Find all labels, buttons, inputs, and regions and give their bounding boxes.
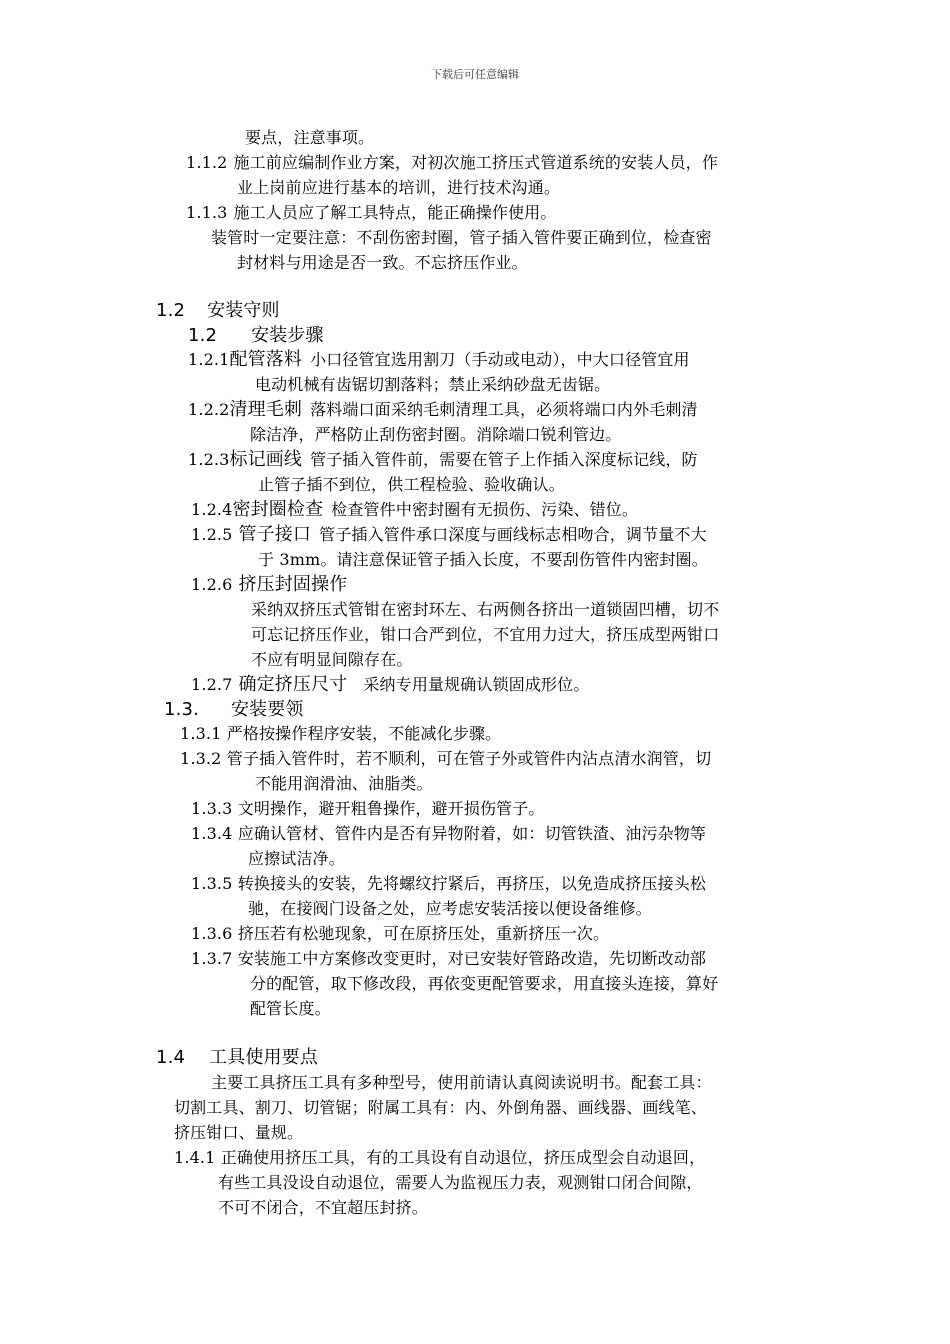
list-item-1-1-2 (186, 153, 718, 173)
item-text: 应确认管材、管件内是否有异物附着，如：切管铁渣、油污杂物等 (237, 824, 707, 843)
list-item-1-3-2 (180, 749, 711, 769)
subsection-heading-1-2 (188, 325, 324, 347)
item-text: 文明操作，避开粗鲁操作，避开损伤管子。 (237, 799, 545, 818)
paragraph-line: 应擦试洁净。 (248, 849, 345, 868)
item-text: 采纳专用量规确认锁固成形位。 (363, 675, 590, 694)
list-item-1-2-4 (191, 500, 638, 520)
paragraph-line: 不应有明显间隙存在。 (251, 650, 413, 669)
item-keyword: 密封圈检查 (232, 499, 324, 520)
item-text: 落料端口面采纳毛刺清理工具，必须将端口内外毛刺清 (310, 400, 698, 419)
paragraph-line: 驰，在接阀门设备之处，应考虑安装活接以便设备维修。 (248, 899, 652, 918)
item-text: 管子插入管件时，若不顺利，可在管子外或管件内沾点清水润管，切 (226, 749, 712, 768)
list-item-1-2-1 (188, 350, 690, 370)
section-title: 安装守则 (207, 300, 280, 321)
paragraph-line: 可忘记挤压作业，钳口合严到位，不宜用力过大，挤压成型两钳口 (251, 625, 720, 644)
list-item-1-4-1 (174, 1148, 705, 1168)
list-item-1-2-2 (188, 400, 698, 420)
paragraph-line: 业上岗前应进行基本的培训，进行技术沟通。 (237, 178, 561, 197)
section-number: 1.2 (188, 325, 218, 346)
page-header: 下载后可任意编辑 (431, 68, 519, 81)
section-number: 1.3. (164, 699, 199, 720)
paragraph-line: 装管时一定要注意：不刮伤密封圈，管子插入管件要正确到位，检查密 (211, 228, 712, 247)
list-item-1-2-7 (191, 675, 589, 695)
item-number: 1.2.4 (191, 500, 233, 519)
item-text: 检查管件中密封圈有无损伤、污染、错位。 (331, 500, 639, 519)
item-number: 1.2.5 (191, 525, 233, 544)
paragraph-line: 于 3mm。请注意保证管子插入长度，不要刮伤管件内密封圈。 (258, 550, 708, 569)
item-number: 1.4.1 (174, 1148, 216, 1167)
item-number: 1.1.3 (186, 203, 228, 222)
item-number: 1.2.7 (191, 675, 233, 694)
item-text: 正确使用挤压工具，有的工具设有自动退位，挤压成型会自动退回， (220, 1148, 706, 1167)
item-keyword: 确定挤压尺寸 (238, 674, 348, 695)
list-item-1-2-6 (191, 575, 355, 595)
section-number: 1.4 (156, 1047, 186, 1068)
list-item-1-2-3 (188, 450, 698, 470)
paragraph-line: 要点，注意事项。 (245, 128, 375, 147)
list-item-1-3-5 (191, 874, 706, 894)
item-keyword: 清理毛刺 (229, 399, 303, 420)
list-item-1-3-7 (191, 949, 706, 969)
item-text: 挤压若有松驰现象，可在原挤压处，重新挤压一次。 (237, 924, 610, 943)
item-text: 转换接头的安装，先将螺纹拧紧后，再挤压，以免造成挤压接头松 (237, 874, 707, 893)
item-text: 管子插入管件前，需要在管子上作插入深度标记线，防 (310, 450, 698, 469)
item-text: 施工人员应了解工具特点，能正确操作使用。 (233, 203, 557, 222)
item-text: 小口径管宜选用割刀（手动或电动），中大口径管宜用 (310, 350, 690, 369)
section-heading-1-3 (164, 699, 304, 721)
section-heading-1-2 (156, 300, 280, 322)
section-title: 工具使用要点 (209, 1047, 318, 1068)
item-keyword: 管子接口 (238, 524, 312, 545)
list-item-1-1-3 (186, 203, 556, 223)
item-number: 1.3.6 (191, 924, 233, 943)
item-number: 1.3.5 (191, 874, 233, 893)
list-item-1-2-5 (191, 525, 707, 545)
paragraph-line: 电动机械有齿锯切割落料；禁止采纳砂盘无齿锯。 (255, 375, 611, 394)
section-heading-1-4 (156, 1047, 318, 1069)
paragraph-line: 配管长度。 (250, 999, 331, 1018)
paragraph-line: 主要工具挤压工具有多种型号，使用前请认真阅读说明书。配套工具： (211, 1073, 712, 1092)
list-item-1-3-4 (191, 824, 706, 844)
paragraph-line: 采纳双挤压式管钳在密封环左、右两侧各挤出一道锁固凹槽，切不 (251, 600, 720, 619)
item-number: 1.1.2 (186, 153, 228, 172)
item-number: 1.2.3 (188, 450, 230, 469)
paragraph-line: 分的配管，取下修改段，再依变更配管要求，用直接头连接，算好 (250, 974, 719, 993)
list-item-1-3-3 (191, 799, 545, 819)
item-number: 1.2.2 (188, 400, 230, 419)
paragraph-line: 切割工具、割刀、切管锯；附属工具有：内、外倒角器、画线器、画线笔、 (174, 1098, 707, 1117)
paragraph-line: 除洁净，严格防止刮伤密封圈。消除端口锐利管边。 (250, 425, 622, 444)
paragraph-line: 封材料与用途是否一致。不忘挤压作业。 (237, 253, 528, 272)
item-number: 1.2.1 (188, 350, 230, 369)
item-number: 1.3.2 (180, 749, 222, 768)
item-text: 严格按操作程序安装，不能减化步骤。 (226, 724, 502, 743)
section-title: 安装步骤 (251, 325, 324, 346)
item-text: 安装施工中方案修改变更时，对已安装好管路改造，先切断改动部 (237, 949, 707, 968)
item-keyword: 配管落料 (229, 349, 303, 370)
item-number: 1.3.1 (180, 724, 222, 743)
item-number: 1.3.4 (191, 824, 233, 843)
item-keyword: 标记画线 (229, 449, 303, 470)
paragraph-line: 挤压钳口、量规。 (174, 1123, 304, 1142)
paragraph-line: 不可不闭合，不宜超压封挤。 (218, 1198, 428, 1217)
item-text: 施工前应编制作业方案，对初次施工挤压式管道系统的安装人员，作 (233, 153, 718, 172)
list-item-1-3-6 (191, 924, 609, 944)
item-text: 管子插入管件承口深度与画线标志相吻合，调节量不大 (319, 525, 707, 544)
list-item-1-3-1 (180, 724, 501, 744)
item-keyword: 挤压封固操作 (238, 574, 348, 595)
paragraph-line: 有些工具没设自动退位，需要人为监视压力表，观测钳口闭合间隙， (218, 1173, 703, 1192)
item-number: 1.2.6 (191, 575, 233, 594)
paragraph-line: 不能用润滑油、油脂类。 (255, 774, 433, 793)
section-number: 1.2 (156, 300, 186, 321)
item-number: 1.3.3 (191, 799, 233, 818)
item-number: 1.3.7 (191, 949, 233, 968)
paragraph-line: 止管子插不到位，供工程检验、验收确认。 (258, 475, 565, 494)
section-title: 安装要领 (230, 699, 304, 720)
